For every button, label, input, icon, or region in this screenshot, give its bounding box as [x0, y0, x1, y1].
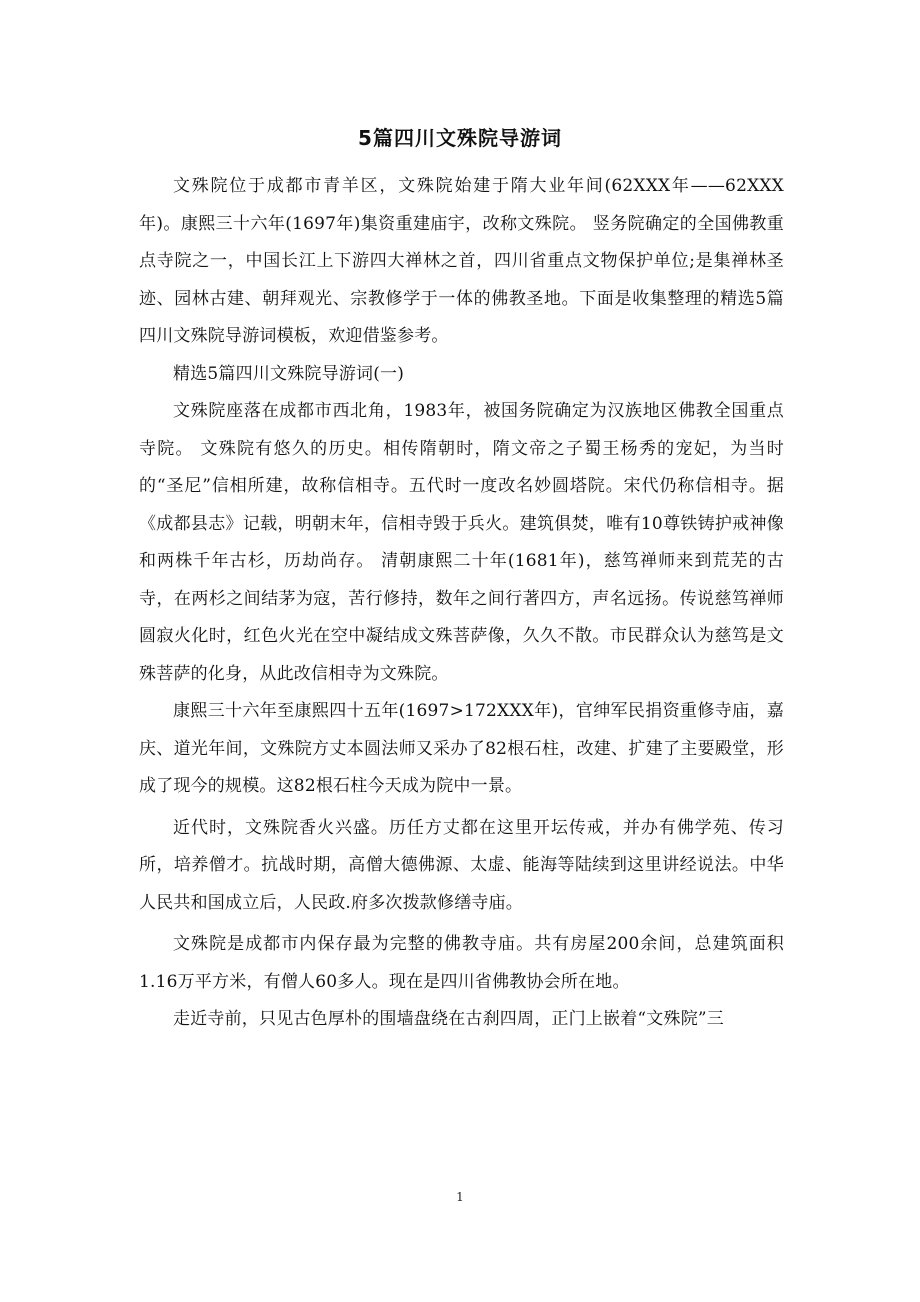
intro-paragraph: 文殊院位于成都市青羊区，文殊院始建于隋大业年间(62XXX年——62XXX年)。康熙三十六年(1697年)集资重建庙宇，改称文殊院。 竖务院确定的全国佛教重点寺院之一，中国长江上下游四大禅林之首，四川省重点文物保护单位;是集禅林圣迹、园林古建、朝拜观光、宗教修学于一体的佛教圣地。下面是收集整理的精选5篇四川文殊院导游词模板，欢迎借鉴参考。: [139, 176, 784, 346]
body-paragraph-approach: 走近寺前，只见古色厚朴的围墙盘绕在古刹四周，正门上嵌着“文殊院”三: [173, 1009, 724, 1029]
body-paragraph-history: 文殊院座落在成都市西北角，1983年，被国务院确定为汉族地区佛教全国重点寺院。 文殊院有悠久的历史。相传隋朝时，隋文帝之子蜀王杨秀的宠妃，为当时的“圣尼”信相所建，故称信相寺。五代时一度改名妙圆塔院。宋代仍称信相寺。据《成都县志》记载，明朝末年，信相寺毁于兵火。建筑俱焚，唯有10尊铁铸护戒神像和两株千年古杉，历劫尚存。 清朝康熙二十年(1681年)，慈笃禅师来到荒芜的古寺，在两杉之间结茅为寇，苦行修持，数年之间行著四方，声名远扬。传说慈笃禅师圆寂火化时，红色火光在空中凝结成文殊菩萨像，久久不散。市民群众认为慈笃是文殊菩萨的化身，从此改信相寺为文殊院。: [139, 401, 784, 684]
body-paragraph-reconstruction: 康熙三十六年至康熙四十五年(1697>172XXX年)，官绅军民捐资重修寺庙，嘉庆、道光年间，文殊院方丈本圆法师又采办了82根石柱，改建、扩建了主要殿堂，形成了现今的规模。这82根石柱今天成为院中一景。: [139, 701, 784, 796]
document-title: 5篇四川文殊院导游词: [358, 126, 562, 150]
section-heading-1: 精选5篇四川文殊院导游词(一): [173, 363, 405, 384]
body-paragraph-preservation: 文殊院是成都市内保存最为完整的佛教寺庙。共有房屋200余间，总建筑面积1.16万平方米，有僧人60多人。现在是四川省佛教协会所在地。: [139, 934, 784, 992]
document-body: [139, 168, 784, 1039]
page-number: 1: [456, 1190, 464, 1204]
body-paragraph-modern-era: 近代时，文殊院香火兴盛。历任方丈都在这里开坛传戒，并办有佛学苑、传习所，培养僧才。抗战时期，高僧大德佛源、太虚、能海等陆续到这里讲经说法。中华人民共和国成立后，人民政.府多次拨款修缮寺庙。: [139, 817, 784, 913]
